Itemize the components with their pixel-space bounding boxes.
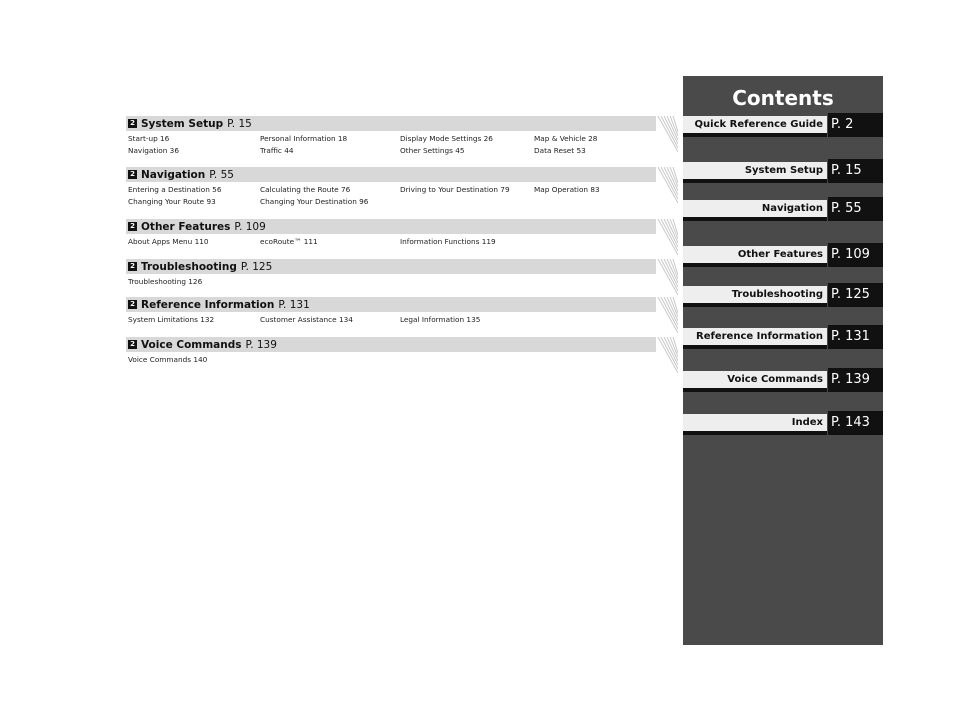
section-3 — [126, 259, 656, 288]
section-header[interactable] — [126, 219, 656, 234]
topic-link — [534, 236, 654, 248]
tab-1[interactable] — [683, 162, 883, 183]
topic-row — [126, 314, 656, 326]
topic-link[interactable]: Legal Information 135 — [400, 315, 481, 324]
topic-link[interactable]: Information Functions 119 — [400, 237, 496, 246]
section-header[interactable] — [126, 167, 656, 182]
tab-page: P. 15 — [828, 159, 883, 183]
topic-link[interactable]: Personal Information 18 — [260, 134, 348, 143]
tab-page: P. 125 — [828, 283, 883, 307]
section-title: Other Features — [141, 220, 231, 233]
hatch-decoration — [656, 116, 678, 154]
tab-underline — [683, 431, 827, 435]
tab-page: P. 143 — [828, 411, 883, 435]
topic-row — [126, 276, 656, 288]
tab-3[interactable] — [683, 246, 883, 267]
topic-link[interactable]: Customer Assistance 134 — [260, 315, 353, 324]
section-2 — [126, 219, 656, 248]
arrow-icon: 2 — [128, 340, 137, 349]
topic-link[interactable]: About Apps Menu 110 — [128, 237, 209, 246]
section-page: P. 109 — [234, 220, 266, 233]
topic-link[interactable]: Driving to Your Destination 79 — [400, 185, 510, 194]
contents-panel — [683, 76, 883, 645]
topic-link — [534, 276, 654, 288]
tab-underline — [683, 345, 827, 349]
topic-link[interactable]: Changing Your Destination 96 — [260, 197, 369, 206]
section-title: Voice Commands — [141, 338, 242, 351]
tab-6[interactable] — [683, 371, 883, 392]
topic-row — [126, 184, 656, 196]
hatch-decoration — [656, 337, 678, 375]
arrow-icon: 2 — [128, 262, 137, 271]
tab-label: Index — [683, 414, 827, 431]
tab-4[interactable] — [683, 286, 883, 307]
tab-page: P. 131 — [828, 325, 883, 349]
tab-0[interactable] — [683, 116, 883, 137]
tab-5[interactable] — [683, 328, 883, 349]
topic-link — [260, 354, 400, 366]
tab-underline — [683, 217, 827, 221]
topic-row — [126, 196, 656, 208]
tab-page: P. 2 — [828, 113, 883, 137]
tab-underline — [683, 133, 827, 137]
section-5 — [126, 337, 656, 366]
topic-row — [126, 354, 656, 366]
topic-link[interactable]: Troubleshooting 126 — [128, 277, 203, 286]
topic-link[interactable]: System Limitations 132 — [128, 315, 215, 324]
hatch-decoration — [656, 167, 678, 205]
topic-link[interactable]: Display Mode Settings 26 — [400, 134, 493, 143]
topic-link[interactable]: Changing Your Route 93 — [128, 197, 216, 206]
topic-link — [400, 354, 534, 366]
topic-link — [534, 354, 654, 366]
tab-7[interactable] — [683, 414, 883, 435]
hatch-decoration — [656, 259, 678, 297]
tab-page: P. 55 — [828, 197, 883, 221]
arrow-icon: 2 — [128, 222, 137, 231]
section-page: P. 55 — [209, 168, 234, 181]
tab-underline — [683, 263, 827, 267]
tab-label: Quick Reference Guide — [683, 116, 827, 133]
section-0 — [126, 116, 656, 157]
topic-row — [126, 236, 656, 248]
tab-underline — [683, 303, 827, 307]
topic-link[interactable]: Other Settings 45 — [400, 146, 465, 155]
topic-link[interactable]: Navigation 36 — [128, 146, 179, 155]
topic-link — [260, 276, 400, 288]
topic-link — [400, 196, 534, 208]
panel-title: Contents — [732, 86, 834, 110]
topic-link[interactable]: ecoRoute™ 111 — [260, 237, 318, 246]
tab-page: P. 109 — [828, 243, 883, 267]
section-title: Reference Information — [141, 298, 275, 311]
topic-link[interactable]: Entering a Destination 56 — [128, 185, 222, 194]
tab-label: Troubleshooting — [683, 286, 827, 303]
tab-underline — [683, 388, 827, 392]
topic-link[interactable]: Map Operation 83 — [534, 185, 600, 194]
hatch-decoration — [656, 219, 678, 257]
hatch-decoration — [656, 297, 678, 335]
topic-link[interactable]: Start-up 16 — [128, 134, 170, 143]
topic-link — [400, 276, 534, 288]
section-page: P. 15 — [227, 117, 252, 130]
section-1 — [126, 167, 656, 208]
topic-row — [126, 133, 656, 145]
topic-link[interactable]: Calculating the Route 76 — [260, 185, 351, 194]
topic-link[interactable]: Map & Vehicle 28 — [534, 134, 598, 143]
tab-label: Reference Information — [683, 328, 827, 345]
section-title: Navigation — [141, 168, 206, 181]
section-header[interactable] — [126, 259, 656, 274]
arrow-icon: 2 — [128, 170, 137, 179]
topic-link[interactable]: Voice Commands 140 — [128, 355, 208, 364]
section-4 — [126, 297, 656, 326]
topic-link[interactable]: Traffic 44 — [260, 146, 294, 155]
section-page: P. 131 — [278, 298, 310, 311]
tab-2[interactable] — [683, 200, 883, 221]
tab-label: Navigation — [683, 200, 827, 217]
tab-label: System Setup — [683, 162, 827, 179]
section-title: Troubleshooting — [141, 260, 237, 273]
section-header[interactable] — [126, 116, 656, 131]
tab-page: P. 139 — [828, 368, 883, 392]
arrow-icon: 2 — [128, 300, 137, 309]
topic-link[interactable]: Data Reset 53 — [534, 146, 586, 155]
section-header[interactable] — [126, 297, 656, 312]
topic-row — [126, 145, 656, 157]
section-title: System Setup — [141, 117, 224, 130]
section-page: P. 125 — [240, 260, 273, 273]
tab-label: Voice Commands — [683, 371, 827, 388]
topic-link — [534, 196, 654, 208]
section-page: P. 139 — [245, 338, 277, 351]
section-header[interactable] — [126, 337, 656, 352]
tab-label: Other Features — [683, 246, 827, 263]
topic-link — [534, 314, 654, 326]
tab-underline — [683, 179, 827, 183]
arrow-icon: 2 — [128, 119, 137, 128]
